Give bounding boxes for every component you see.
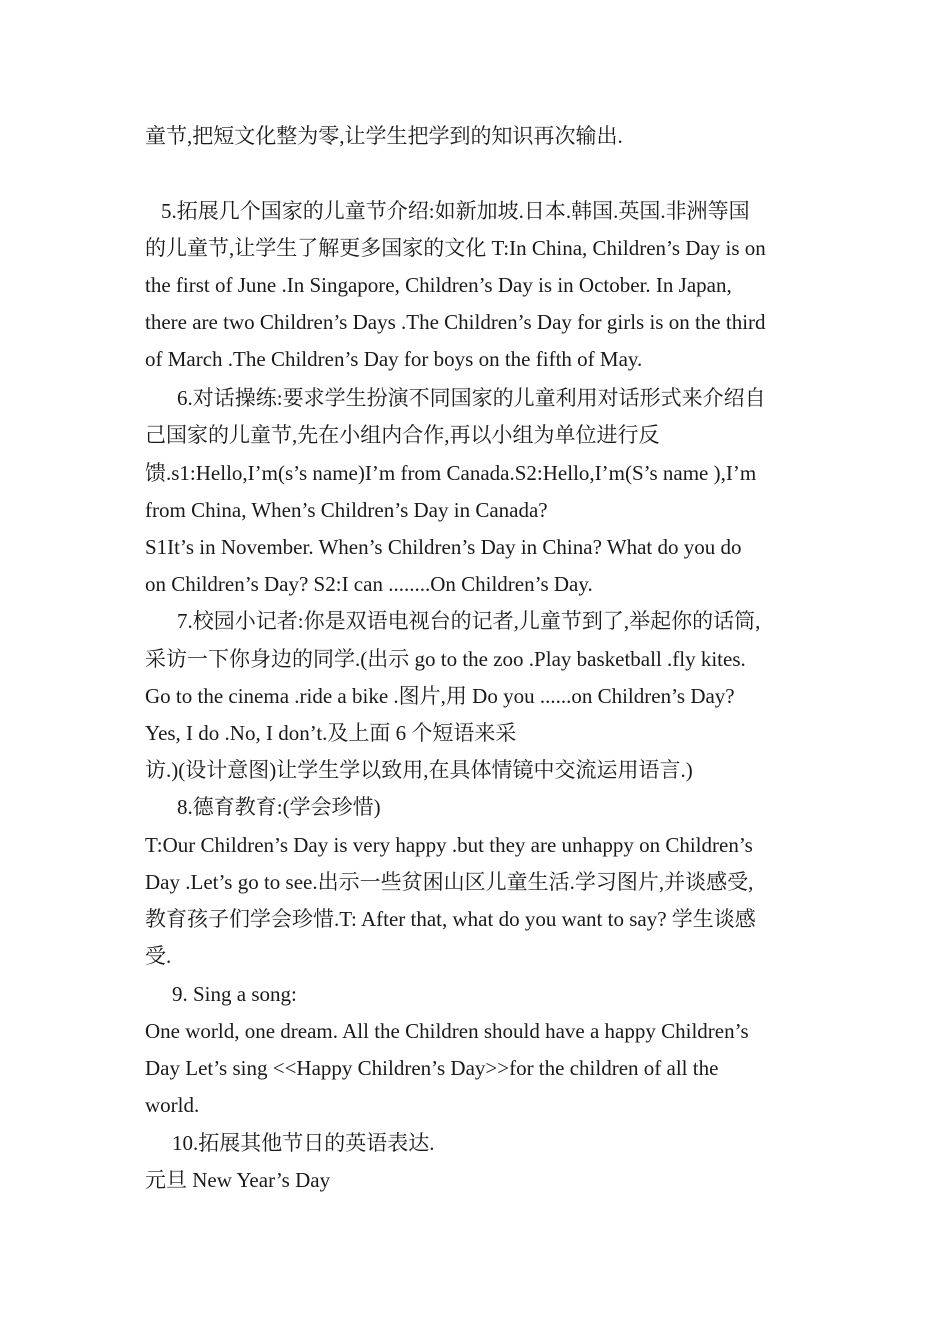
text-line: the first of June .In Singapore, Children’s Day is in October. In Japan, (145, 273, 732, 297)
text-line: 馈.s1:Hello,I’m(s’s name)I’m from Canada.S2:Hello,I’m(S’s name ),I’m (145, 461, 757, 485)
text-line: Go to the cinema .ride a bike .图片,用 Do you ......on Children’s Day? (145, 684, 735, 708)
text-line: One world, one dream. All the Children should have a happy Children’s (145, 1019, 749, 1043)
text-line: world. (145, 1093, 200, 1117)
text-line: 元旦 New Year’s Day (145, 1168, 331, 1192)
text-line: 的儿童节,让学生了解更多国家的文化 T:In China, Children’s Day is on (145, 236, 766, 260)
text-line: 6.对话操练:要求学生扮演不同国家的儿童利用对话形式来介绍自 (177, 386, 766, 410)
text-line: 10.拓展其他节日的英语表达. (172, 1131, 435, 1155)
text-line: 9. Sing a song: (172, 982, 297, 1006)
text-line: Yes, I do .No, I don’t.及上面 6 个短语来采 (145, 721, 517, 745)
text-line: T:Our Children’s Day is very happy .but they are unhappy on Children’s (145, 833, 753, 857)
text-line: 采访一下你身边的同学.(出示 go to the zoo .Play basketball .fly kites. (145, 647, 746, 671)
text-line: on Children’s Day? S2:I can ........On Children’s Day. (145, 572, 593, 596)
text-line: 7.校园小记者:你是双语电视台的记者,儿童节到了,举起你的话筒, (177, 609, 761, 633)
text-line: Day .Let’s go to see.出示一些贫困山区儿童生活.学习图片,并谈感受, (145, 870, 754, 894)
text-line: 己国家的儿童节,先在小组内合作,再以小组为单位进行反 (145, 423, 660, 447)
text-line: Day Let’s sing <<Happy Children’s Day>>for the children of all the (145, 1056, 719, 1080)
text-line: 受. (145, 944, 172, 968)
text-line: of March .The Children’s Day for boys on the fifth of May. (145, 347, 643, 371)
text-line: 8.德育教育:(学会珍惜) (177, 795, 381, 819)
text-line: there are two Children’s Days .The Children’s Day for girls is on the third (145, 310, 766, 334)
text-line: S1It’s in November. When’s Children’s Day in China? What do you do (145, 535, 742, 559)
text-line: 访.)(设计意图)让学生学以致用,在具体情镜中交流运用语言.) (145, 758, 693, 782)
text-line: 童节,把短文化整为零,让学生把学到的知识再次输出. (145, 124, 623, 148)
text-line: 教育孩子们学会珍惜.T: After that, what do you want to say? 学生谈感 (145, 907, 756, 931)
text-line: from China, When’s Children’s Day in Canada? (145, 498, 548, 522)
text-line: 5.拓展几个国家的儿童节介绍:如新加坡.日本.韩国.英国.非洲等国 (161, 199, 750, 223)
